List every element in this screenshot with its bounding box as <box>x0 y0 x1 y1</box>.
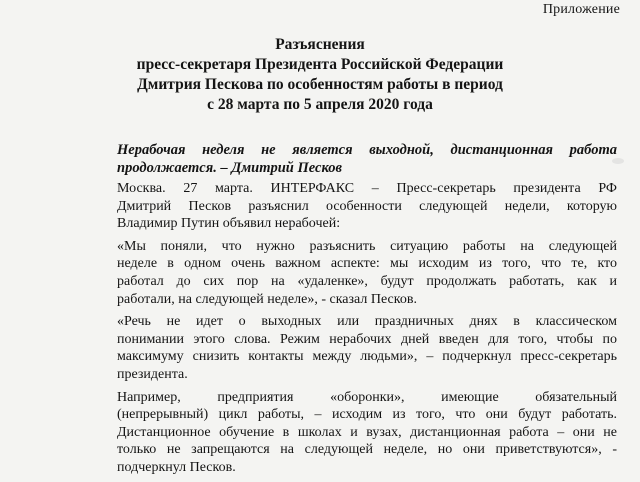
text-line: Дистанционное обучение в школах и вузах, дистанционная работа – они не <box>117 424 617 440</box>
text-line: подчеркнул Песков. <box>117 459 236 475</box>
paragraph-1 <box>117 180 617 233</box>
text-line: понимании этого слова. Режим нерабочих дней введен для того, чтобы по <box>117 331 617 347</box>
document-heading <box>0 35 640 115</box>
paragraph-4 <box>117 389 617 477</box>
appendix-label: Приложение <box>542 2 620 17</box>
heading-line-2: пресс-секретаря Президента Российской Федерации <box>136 56 504 73</box>
text-line: Дмитрий Песков разъяснил особенности следующей недели, которую <box>117 198 617 214</box>
text-line: «Речь не идет о выходных или праздничных днях в классическом <box>117 314 617 330</box>
text-line: Москва. 27 марта. ИНТЕРФАКС – Пресс-секретарь президента РФ <box>117 181 617 196</box>
text-line: президента. <box>117 366 188 382</box>
text-line: только не запрещаются на следующей неделе, но они приветствуются», - <box>117 442 617 458</box>
paragraph-3 <box>117 313 617 383</box>
body-text <box>117 180 617 482</box>
paragraph-2 <box>117 238 617 308</box>
heading-line-1: Разъяснения <box>275 36 365 53</box>
heading-line-3: Дмитрия Пескова по особенностям работы в период <box>137 76 503 93</box>
text-line: Владимир Путин объявил нерабочей: <box>117 216 341 232</box>
text-line: (непрерывный) цикл работы, – исходим из того, что они будут работать. <box>117 407 617 423</box>
text-line: работали, на следующей неделе», - сказал Песков. <box>117 291 417 307</box>
scan-smudge <box>612 158 624 164</box>
heading-line-4: с 28 марта по 5 апреля 2020 года <box>207 96 433 113</box>
text-line: «Мы поняли, что нужно разъяснить ситуацию работы на следующей <box>117 238 617 254</box>
lead-paragraph <box>117 141 617 177</box>
text-line: работал до сих пор на «удаленке», будут продолжать работать, как и <box>117 273 617 289</box>
text-line: максимуму снизить контакты между людьми», – подчеркнул пресс-секретарь <box>117 349 617 365</box>
lead-line-1: Нерабочая неделя не является выходной, дистанционная работа <box>117 142 617 158</box>
text-line: Например, предприятия «оборонки», имеющие обязательный <box>117 389 617 405</box>
lead-line-2: продолжается. – Дмитрий Песков <box>117 160 342 176</box>
text-line: неделе в одном очень важном аспекте: мы исходим из того, что те, кто <box>117 256 617 272</box>
